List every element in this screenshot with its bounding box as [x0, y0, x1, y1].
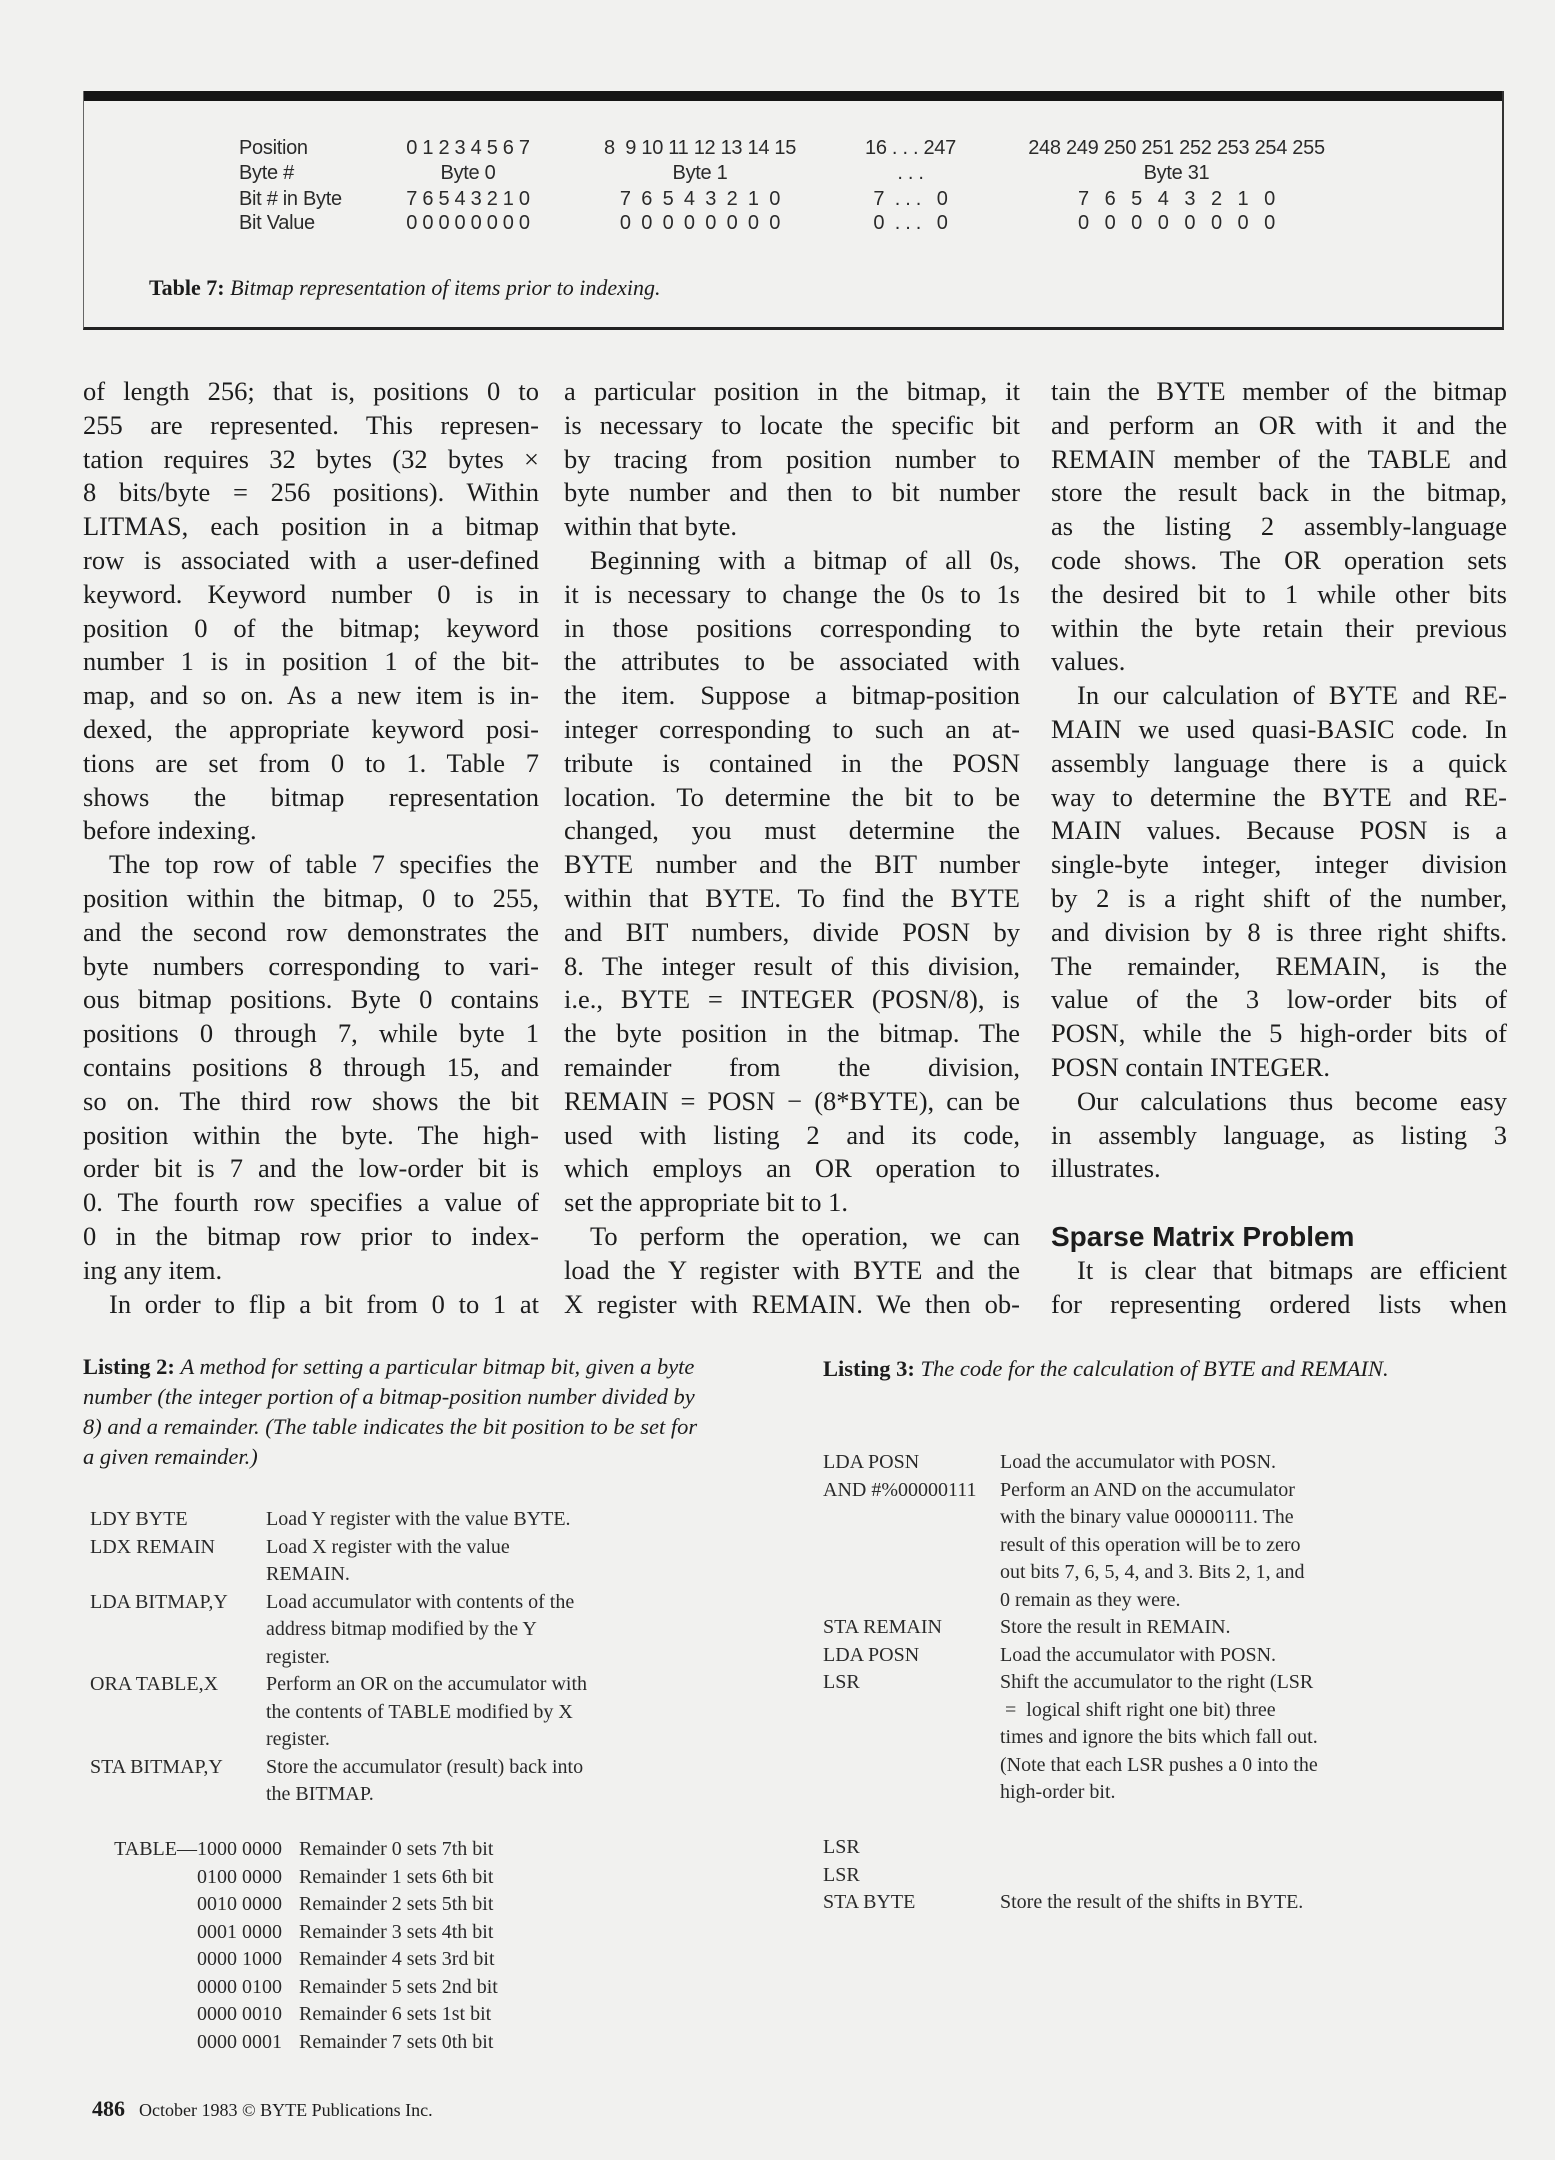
- paragraph: [564, 1220, 1020, 1321]
- code-comment: times and ignore the bits which fall out.: [1000, 1726, 1318, 1748]
- remainder-note: Remainder 7 sets 0th bit: [299, 2030, 494, 2053]
- code-line: [90, 1616, 730, 1644]
- text-line: keyword. Keyword number 0 is in: [83, 578, 539, 609]
- opcode: STA REMAIN: [823, 1616, 942, 1638]
- text-line: In order to flip a bit from 0 to 1 at: [109, 1288, 539, 1319]
- table-entry: [90, 1836, 730, 1864]
- code-comment: REMAIN.: [266, 1563, 350, 1585]
- code-comment: Store the accumulator (result) back into: [266, 1755, 584, 1778]
- text-line: POSN contain INTEGER.: [1051, 1051, 1330, 1082]
- text-line: position within the byte. The high-: [83, 1119, 539, 1150]
- row-label: Byte #: [239, 162, 294, 184]
- text-line: contains positions 8 through 15, and: [83, 1051, 539, 1082]
- code-line: [823, 1642, 1423, 1670]
- opcode: LDA POSN: [823, 1643, 920, 1666]
- bit-pattern: 0010 0000: [197, 1893, 282, 1915]
- text-line: 255 are represented. This represen-: [83, 409, 539, 440]
- text-line: dexed, the appropriate keyword posi-: [83, 713, 539, 744]
- code-line: [90, 1726, 730, 1754]
- code-line: [823, 1449, 1423, 1477]
- text-line: store the result back in the bitmap,: [1051, 477, 1507, 508]
- paragraph: [83, 375, 539, 848]
- text-line: MAIN we used quasi-BASIC code. In: [1051, 713, 1507, 744]
- code-comment: Perform an AND on the accumulator: [1000, 1478, 1295, 1501]
- code-line: [823, 1862, 1423, 1890]
- text-line: tain the BYTE member of the bitmap: [1051, 376, 1507, 406]
- code-line: [823, 1724, 1423, 1752]
- text-line: ous bitmap positions. Byte 0 contains: [83, 984, 539, 1015]
- text-line: and BIT numbers, divide POSN by: [564, 916, 1020, 947]
- paragraph: [564, 375, 1020, 544]
- opcode: LDA BITMAP,Y: [90, 1590, 228, 1613]
- code-line: [823, 1669, 1423, 1697]
- text-line: 0. The fourth row specifies a value of: [83, 1187, 539, 1218]
- opcode: LSR: [823, 1836, 860, 1858]
- text-line: LITMAS, each position in a bitmap: [83, 511, 539, 542]
- table-cell: Byte 1: [672, 162, 728, 184]
- text-line: shows the bitmap representation: [83, 781, 539, 812]
- table-cell: 0 1 2 3 4 5 6 7: [406, 137, 530, 159]
- text-line: ing any item.: [83, 1254, 223, 1285]
- code-comment: the contents of TABLE modified by X: [266, 1700, 573, 1723]
- table-entry: [90, 2001, 730, 2029]
- text-line: way to determine the BYTE and RE-: [1051, 781, 1507, 812]
- row-label: Position: [239, 137, 308, 159]
- code-comment: high-order bit.: [1000, 1781, 1116, 1803]
- code-line: [90, 1699, 730, 1727]
- text-line: REMAIN member of the TABLE and: [1051, 443, 1507, 474]
- code-comment: register.: [266, 1728, 330, 1750]
- row-label: Bit # in Byte: [239, 188, 342, 210]
- table-cell: 0 0 0 0 0 0 0 0: [406, 212, 530, 234]
- caption-line: [83, 1352, 697, 1382]
- table-cell: 8 9 10 11 12 13 14 15: [603, 137, 797, 159]
- opcode: LDY BYTE: [90, 1508, 188, 1530]
- listing-2-code: [90, 1506, 730, 1809]
- text-line: tation requires 32 bytes (32 bytes ×: [83, 443, 539, 474]
- code-comment: (Note that each LSR pushes a 0 into the: [1000, 1753, 1318, 1776]
- code-comment: Store the result in REMAIN.: [1000, 1616, 1231, 1638]
- body-column-1: [83, 375, 539, 1321]
- remainder-note: Remainder 5 sets 2nd bit: [299, 1975, 498, 1998]
- paragraph: [83, 1288, 539, 1322]
- body-column-3: [1051, 375, 1507, 1322]
- text-line: byte numbers corresponding to vari-: [83, 950, 539, 981]
- code-comment: result of this operation will be to zero: [1000, 1533, 1301, 1556]
- code-comment: Shift the accumulator to the right (LSR: [1000, 1671, 1314, 1693]
- footer-credit: October 1983 © BYTE Publications Inc.: [139, 2100, 433, 2120]
- text-line: load the Y register with BYTE and the: [564, 1254, 1020, 1285]
- table-entry: [90, 1864, 730, 1892]
- code-line: [823, 1504, 1423, 1532]
- text-line: it is necessary to change the 0s to 1s: [564, 578, 1020, 609]
- opcode: LSR: [823, 1671, 860, 1693]
- code-line: [823, 1559, 1423, 1587]
- text-line: It is clear that bitmaps are efficient: [1077, 1255, 1507, 1286]
- text-line: the attributes to be associated with: [564, 646, 1020, 677]
- text-line: tribute is contained in the POSN: [564, 747, 1020, 778]
- bit-pattern: 0000 0100: [197, 1975, 282, 1998]
- table-cell: 0 . . . 0: [873, 212, 948, 234]
- text-line: remainder from the division,: [564, 1051, 1020, 1082]
- caption-text: number (the integer portion of a bitmap-position number divided by: [83, 1384, 695, 1409]
- text-line: POSN, while the 5 high-order bits of: [1051, 1018, 1507, 1049]
- text-line: positions 0 through 7, while byte 1: [83, 1018, 539, 1049]
- text-line: before indexing.: [83, 815, 257, 846]
- code-line: [823, 1834, 1423, 1862]
- code-line: [90, 1561, 730, 1589]
- caption-line: [83, 1412, 697, 1442]
- paragraph: [1051, 1254, 1507, 1322]
- remainder-note: Remainder 2 sets 5th bit: [299, 1893, 494, 1915]
- code-line: [90, 1671, 730, 1699]
- text-line: in assembly language, as listing 3: [1051, 1119, 1507, 1150]
- text-line: assembly language there is a quick: [1051, 747, 1507, 778]
- text-line: the item. Suppose a bitmap-position: [564, 680, 1020, 711]
- text-line: and division by 8 is three right shifts.: [1051, 916, 1507, 947]
- listing-2-table: [90, 1836, 730, 2056]
- code-line: [90, 1781, 730, 1809]
- remainder-note: Remainder 0 sets 7th bit: [299, 1838, 494, 1860]
- listing-2-label: Listing 2:: [83, 1354, 175, 1379]
- table-cell: 7 6 5 4 3 2 1 0: [406, 188, 530, 210]
- body-column-2: [564, 375, 1020, 1321]
- caption-text: Bitmap representation of items prior to indexing.: [230, 275, 661, 300]
- text-line: so on. The third row shows the bit: [83, 1085, 539, 1116]
- page-footer: [92, 2096, 433, 2122]
- table-cell: 7 . . . 0: [873, 188, 948, 210]
- opcode: ORA TABLE,X: [90, 1673, 219, 1695]
- code-comment: = logical shift right one bit) three: [1000, 1698, 1276, 1721]
- caption-text: A method for setting a particular bitmap bit, given a byte: [180, 1354, 695, 1379]
- caption-text: 8) and a remainder. (The table indicates the bit position to be set for: [83, 1414, 698, 1439]
- bit-pattern: 0000 0001: [197, 2030, 282, 2053]
- remainder-note: Remainder 4 sets 3rd bit: [299, 1948, 495, 1970]
- table-cell: 16 . . . 247: [865, 137, 956, 159]
- text-line: 0 in the bitmap row prior to index-: [83, 1220, 539, 1251]
- opcode: LSR: [823, 1863, 860, 1886]
- table-cell: 7 6 5 4 3 2 1 0: [619, 188, 781, 210]
- opcode: LDA POSN: [823, 1451, 920, 1473]
- code-line: [823, 1532, 1423, 1560]
- text-line: integer corresponding to such an at-: [564, 713, 1020, 744]
- code-comment: with the binary value 00000111. The: [1000, 1506, 1294, 1528]
- code-line: [823, 1779, 1423, 1807]
- code-comment: Load Y register with the value BYTE.: [266, 1508, 571, 1530]
- code-comment: out bits 7, 6, 5, 4, and 3. Bits 2, 1, and: [1000, 1561, 1305, 1583]
- table-cell: . . .: [897, 162, 924, 184]
- text-line: for representing ordered lists when: [1051, 1288, 1507, 1319]
- code-comment: Load the accumulator with POSN.: [1000, 1451, 1277, 1473]
- text-line: In our calculation of BYTE and RE-: [1077, 680, 1507, 711]
- opcode: STA BITMAP,Y: [90, 1755, 223, 1778]
- code-line: [823, 1889, 1423, 1917]
- text-line: and the second row demonstrates the: [83, 916, 539, 947]
- row-label: Bit Value: [239, 212, 315, 234]
- paragraph: [564, 544, 1020, 1220]
- opcode: STA BYTE: [823, 1891, 916, 1913]
- table-entry: [90, 1919, 730, 1947]
- code-comment: the BITMAP.: [266, 1783, 374, 1805]
- text-line: by 2 is a right shift of the number,: [1051, 882, 1507, 913]
- code-comment: 0 remain as they were.: [1000, 1588, 1181, 1611]
- bit-pattern: 0100 0000: [197, 1865, 282, 1888]
- text-line: the desired bit to 1 while other bits: [1051, 578, 1507, 609]
- code-comment: Store the result of the shifts in BYTE.: [1000, 1891, 1304, 1913]
- text-line: 8 bits/byte = 256 positions). Within: [83, 477, 539, 508]
- table-cell: 0 0 0 0 0 0 0 0: [1078, 212, 1275, 234]
- text-line: The remainder, REMAIN, is the: [1051, 950, 1507, 981]
- code-line: [823, 1614, 1423, 1642]
- table-entry: [90, 1974, 730, 2002]
- caption-label: Table 7:: [149, 275, 225, 300]
- table-cell: Byte 31: [1143, 162, 1210, 184]
- opcode: LDX REMAIN: [90, 1535, 215, 1558]
- text-line: a particular position in the bitmap, it: [564, 376, 1020, 406]
- text-line: order bit is 7 and the low-order bit is: [83, 1153, 539, 1184]
- code-line: [823, 1752, 1423, 1780]
- code-line: [90, 1644, 730, 1672]
- bit-pattern: 0001 0000: [197, 1920, 282, 1943]
- paragraph: [83, 848, 539, 1287]
- code-line: [90, 1589, 730, 1617]
- text-line: BYTE number and the BIT number: [564, 849, 1020, 880]
- code-line: [823, 1807, 1423, 1835]
- table-caption: [149, 275, 660, 301]
- text-line: of length 256; that is, positions 0 to: [83, 376, 539, 406]
- caption-line: [83, 1442, 697, 1472]
- text-line: tions are set from 0 to 1. Table 7: [83, 747, 539, 778]
- code-line: [823, 1477, 1423, 1505]
- bit-pattern: 0000 0010: [197, 2003, 282, 2025]
- listing-3-caption-text: The code for the calculation of BYTE and REMAIN.: [920, 1356, 1389, 1381]
- remainder-note: Remainder 3 sets 4th bit: [299, 1920, 494, 1943]
- text-line: To perform the operation, we can: [590, 1220, 1020, 1251]
- text-line: MAIN values. Because POSN is a: [1051, 815, 1507, 846]
- table-cell: 7 6 5 4 3 2 1 0: [1078, 188, 1275, 210]
- code-line: [823, 1587, 1423, 1615]
- bit-pattern: TABLE—1000 0000: [114, 1838, 282, 1860]
- text-line: used with listing 2 and its code,: [564, 1119, 1020, 1150]
- caption-line: [83, 1382, 697, 1412]
- opcode: AND #%00000111: [823, 1478, 977, 1501]
- text-line: X register with REMAIN. We then ob-: [564, 1288, 1020, 1319]
- paragraph: [1051, 375, 1507, 679]
- text-line: values.: [1051, 646, 1126, 677]
- code-comment: Load the accumulator with POSN.: [1000, 1643, 1277, 1666]
- listing-2-caption: [83, 1352, 697, 1472]
- remainder-note: Remainder 1 sets 6th bit: [299, 1865, 494, 1888]
- caption-text: a given remainder.): [83, 1444, 258, 1469]
- text-line: the byte position in the bitmap. The: [564, 1018, 1020, 1049]
- table-7: [83, 91, 1504, 330]
- code-comment: Load X register with the value: [266, 1535, 510, 1558]
- paragraph: [1051, 679, 1507, 1085]
- code-comment: register.: [266, 1645, 330, 1668]
- text-line: single-byte integer, integer division: [1051, 849, 1507, 880]
- code-comment: Perform an OR on the accumulator with: [266, 1673, 588, 1695]
- listing-3-caption: [823, 1354, 1389, 1384]
- table-entry: [90, 2029, 730, 2057]
- text-line: illustrates.: [1051, 1153, 1161, 1184]
- bit-pattern: 0000 1000: [197, 1948, 282, 1970]
- page-number: 486: [92, 2096, 125, 2121]
- text-line: code shows. The OR operation sets: [1051, 544, 1507, 575]
- text-line: within the byte retain their previous: [1051, 612, 1507, 643]
- text-line: 8. The integer result of this division,: [564, 950, 1020, 981]
- paragraph: [1051, 1085, 1507, 1186]
- text-line: row is associated with a user-defined: [83, 544, 539, 575]
- listing-3-code: [823, 1449, 1423, 1917]
- table-entry: [90, 1891, 730, 1919]
- text-line: set the appropriate bit to 1.: [564, 1187, 849, 1218]
- text-line: position 0 of the bitmap; keyword: [83, 612, 539, 643]
- text-line: value of the 3 low-order bits of: [1051, 984, 1507, 1015]
- text-line: Our calculations thus become easy: [1077, 1085, 1507, 1116]
- text-line: The top row of table 7 specifies the: [109, 849, 539, 880]
- table-entry: [90, 1946, 730, 1974]
- text-line: position within the bitmap, 0 to 255,: [83, 882, 539, 913]
- text-line: map, and so on. As a new item is in-: [83, 680, 539, 711]
- text-line: Beginning with a bitmap of all 0s,: [590, 544, 1020, 575]
- listing-3-label: Listing 3:: [823, 1356, 915, 1381]
- text-line: within that byte.: [564, 511, 737, 542]
- code-comment: address bitmap modified by the Y: [266, 1618, 537, 1640]
- table-cell: Byte 0: [440, 162, 496, 184]
- text-line: by tracing from position number to: [564, 443, 1020, 474]
- table-cell: 248 249 250 251 252 253 254 255: [1028, 137, 1325, 159]
- text-line: number 1 is in position 1 of the bit-: [83, 646, 539, 677]
- text-line: i.e., BYTE = INTEGER (POSN/8), is: [564, 984, 1020, 1015]
- text-line: within that BYTE. To find the BYTE: [564, 882, 1020, 913]
- text-line: is necessary to locate the specific bit: [564, 409, 1020, 440]
- text-line: byte number and then to bit number: [564, 477, 1020, 508]
- text-line: changed, you must determine the: [564, 815, 1020, 846]
- text-line: as the listing 2 assembly-language: [1051, 511, 1507, 542]
- table-top-rule: [84, 91, 1502, 101]
- text-line: location. To determine the bit to be: [564, 781, 1020, 812]
- section-heading: Sparse Matrix Problem: [1051, 1221, 1355, 1253]
- code-line: [90, 1754, 730, 1782]
- text-line: REMAIN = POSN − (8*BYTE), can be: [564, 1085, 1020, 1116]
- text-line: and perform an OR with it and the: [1051, 409, 1507, 440]
- table-cell: 0 0 0 0 0 0 0 0: [619, 212, 781, 234]
- remainder-note: Remainder 6 sets 1st bit: [299, 2003, 492, 2025]
- text-line: which employs an OR operation to: [564, 1153, 1020, 1184]
- code-line: [90, 1506, 730, 1534]
- code-line: [823, 1697, 1423, 1725]
- code-line: [90, 1534, 730, 1562]
- text-line: in those positions corresponding to: [564, 612, 1020, 643]
- code-comment: Load accumulator with contents of the: [266, 1590, 575, 1613]
